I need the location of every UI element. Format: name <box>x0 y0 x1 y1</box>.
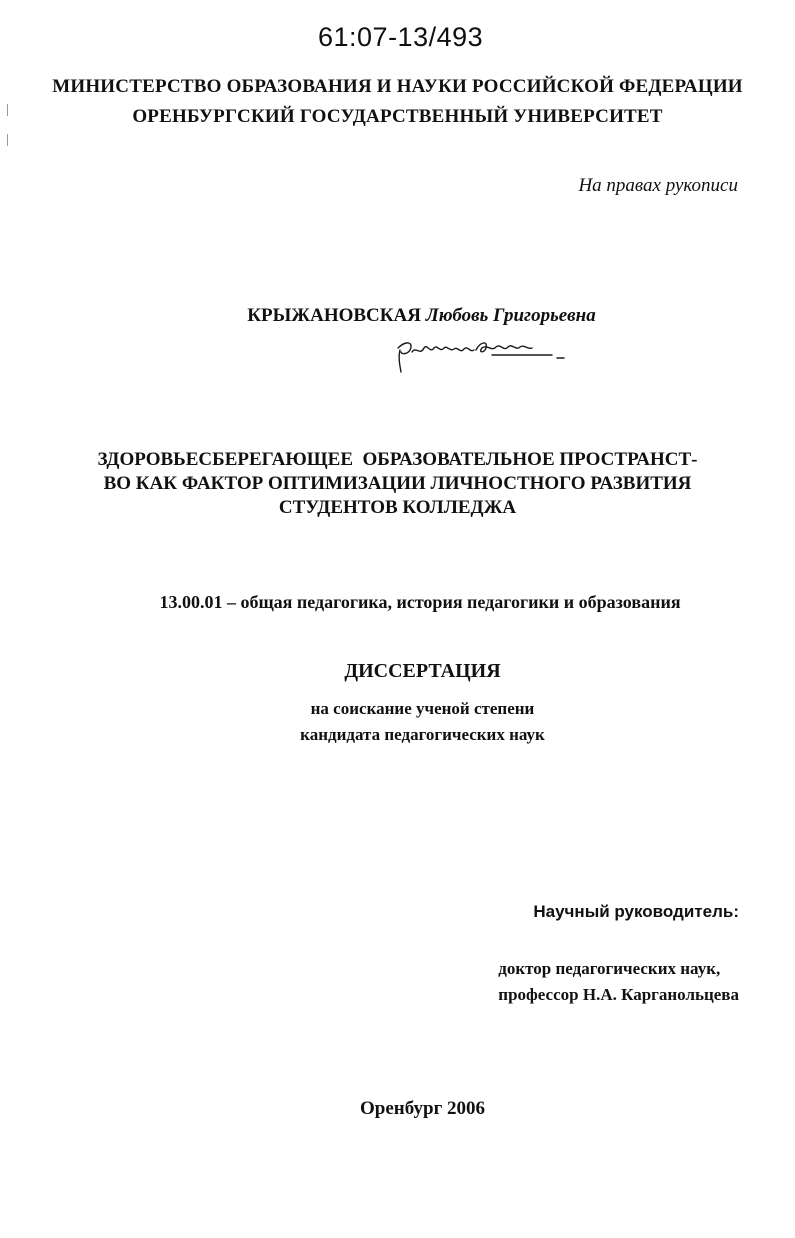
thesis-title <box>0 448 795 520</box>
author-name <box>0 305 795 327</box>
ministry-name: МИНИСТЕРСТВО ОБРАЗОВАНИЯ И НАУКИ РОССИЙСКОЙ ФЕДЕРАЦИИ <box>52 76 743 97</box>
specialty-code: 13.00.01 – общая педагогика, история педагогики и образования <box>159 592 681 612</box>
supervisor-name: профессор Н.А. Карганольцева <box>498 985 739 1004</box>
degree-line: на соискание ученой степени <box>310 699 535 718</box>
thesis-title-line: ВО КАК ФАКТОР ОПТИМИЗАЦИИ ЛИЧНОСТНОГО РАЗВИТИЯ <box>103 473 692 494</box>
degree-statement <box>0 696 795 748</box>
thesis-title-line: ЗДОРОВЬЕСБЕРЕГАЮЩЕЕ ОБРАЗОВАТЕЛЬНОЕ ПРОСТРАНСТ- <box>97 449 698 470</box>
margin-mark <box>7 134 8 146</box>
document-type: ДИССЕРТАЦИЯ <box>344 660 501 682</box>
author-given-names: Любовь Григорьевна <box>425 305 596 326</box>
city-year: Оренбург 2006 <box>360 1098 485 1119</box>
call-number: 61:07-13/493 <box>318 22 484 52</box>
degree-line: кандидата педагогических наук <box>300 725 545 744</box>
handwritten-signature <box>392 328 572 378</box>
supervisor-label: Научный руководитель: <box>533 902 739 921</box>
supervisor-info <box>498 956 739 1008</box>
supervisor-degree: доктор педагогических наук, <box>498 959 721 978</box>
author-surname: КРЫЖАНОВСКАЯ <box>247 305 421 326</box>
thesis-title-line: СТУДЕНТОВ КОЛЛЕДЖА <box>278 497 517 518</box>
rights-note: На правах рукописи <box>578 175 738 196</box>
university-name: ОРЕНБУРГСКИЙ ГОСУДАРСТВЕННЫЙ УНИВЕРСИТЕТ <box>132 106 663 127</box>
